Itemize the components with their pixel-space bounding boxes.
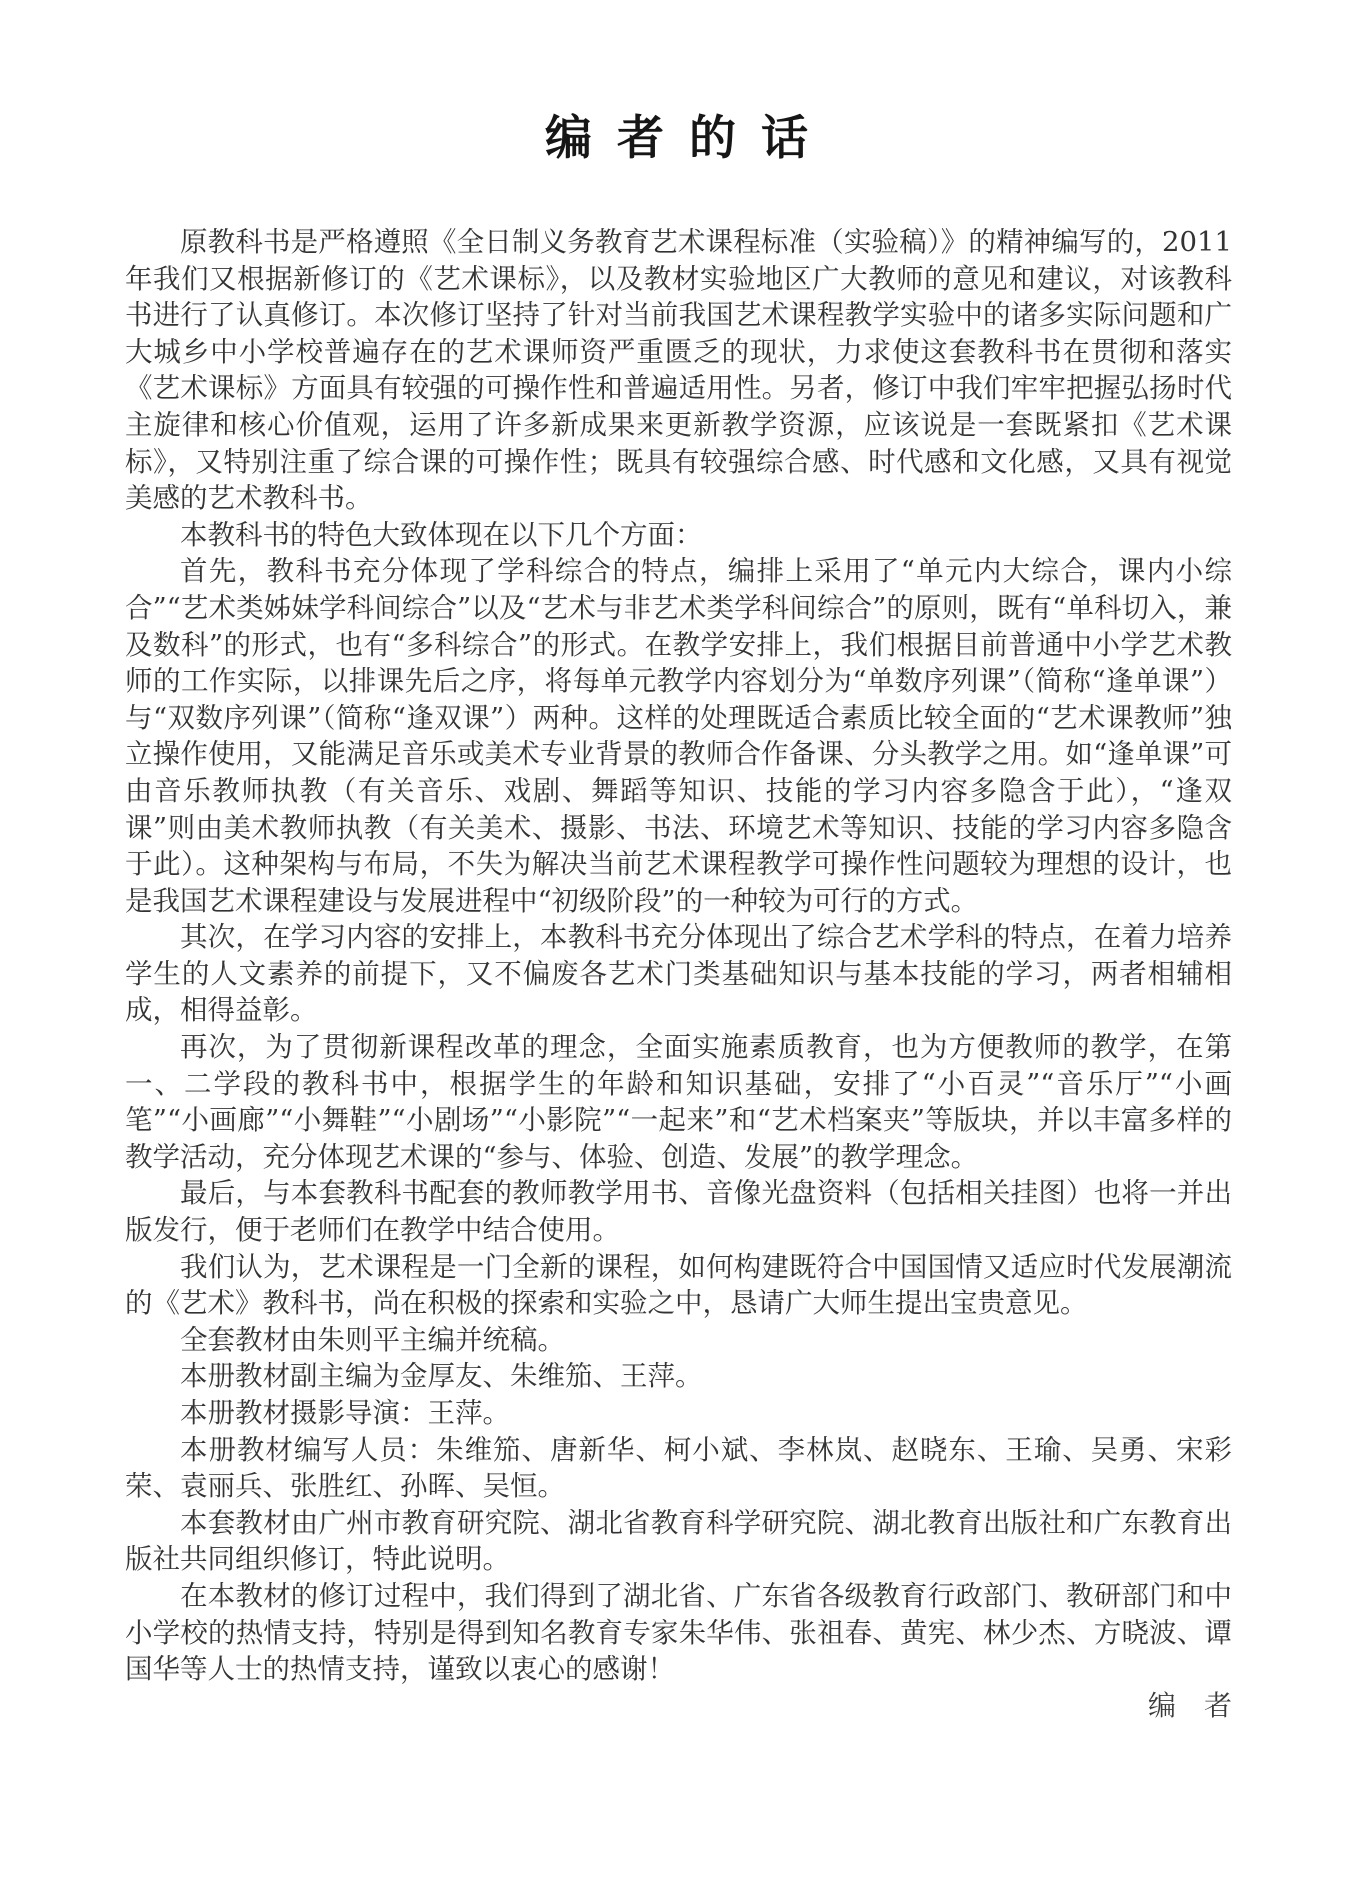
body-paragraph: 我们认为，艺术课程是一门全新的课程，如何构建既符合中国国情又适应时代发展潮流的《艺术》教科书，尚在积极的探索和实验之中，恳请广大师生提出宝贵意见。 bbox=[125, 1250, 1232, 1320]
body-paragraph: 首先，教科书充分体现了学科综合的特点，编排上采用了“单元内大综合，课内小综合”“艺术类姊妹学科间综合”以及“艺术与非艺术类学科间综合”的原则，既有“单科切入，兼及数科”的形式，也有“多科综合”的形式。在教学安排上，我们根据目前普通中小学艺术教师的工作实际，以排课先后之序，将每单元教学内容划分为“单数序列课”（简称“逢单课”）与“双数序列课”（简称“逢双课”）两种。这样的处理既适合素质比较全面的“艺术课教师”独立操作使用，又能满足音乐或美术专业背景的教师合作备课、分头教学之用。如“逢单课”可由音乐教师执教（有关音乐、戏剧、舞蹈等知识、技能的学习内容多隐含于此），“逢双课”则由美术教师执教（有关美术、摄影、书法、环境艺术等知识、技能的学习内容多隐含于此）。这种架构与布局，不失为解决当前艺术课程教学可操作性问题较为理想的设计，也是我国艺术课程建设与发展进程中“初级阶段”的一种较为可行的方式。 bbox=[125, 555, 1232, 917]
body-paragraph: 再次，为了贯彻新课程改革的理念，全面实施素质教育，也为方便教师的教学，在第一、二学段的教科书中，根据学生的年龄和知识基础，安排了“小百灵”“音乐厅”“小画笔”“小画廊”“小舞鞋”“小剧场”“小影院”“一起来”和“艺术档案夹”等版块，并以丰富多样的教学活动，充分体现艺术课的“参与、体验、创造、发展”的教学理念。 bbox=[125, 1031, 1232, 1173]
body-paragraph: 本册教材副主编为金厚友、朱维笳、王萍。 bbox=[180, 1360, 703, 1393]
body-paragraph: 本册教材编写人员：朱维笳、唐新华、柯小斌、李林岚、赵晓东、王瑜、吴勇、宋彩荣、袁丽兵、张胜红、孙晖、吴恒。 bbox=[125, 1433, 1232, 1503]
editor-signature: 编 者 bbox=[1147, 1688, 1232, 1722]
body-paragraph: 本教科书的特色大致体现在以下几个方面： bbox=[180, 518, 703, 551]
page-title: 编者的话 bbox=[545, 111, 833, 166]
body-paragraph: 全套教材由朱则平主编并统稿。 bbox=[180, 1323, 565, 1356]
body-paragraph: 最后，与本套教科书配套的教师教学用书、音像光盘资料（包括相关挂图）也将一并出版发行，便于老师们在教学中结合使用。 bbox=[125, 1177, 1232, 1247]
editor-note-body bbox=[125, 224, 1232, 1724]
body-paragraph: 原教科书是严格遵照《全日制义务教育艺术课程标准（实验稿）》的精神编写的，2011年我们又根据新修订的《艺术课标》，以及教材实验地区广大教师的意见和建议，对该教科书进行了认真修订。本次修订坚持了针对当前我国艺术课程教学实验中的诸多实际问题和广大城乡中小学校普遍存在的艺术课师资严重匮乏的现状，力求使这套教科书在贯彻和落实《艺术课标》方面具有较强的可操作性和普遍适用性。另者，修订中我们牢牢把握弘扬时代主旋律和核心价值观，运用了许多新成果来更新教学资源，应该说是一套既紧扣《艺术课标》，又特别注重了综合课的可操作性；既具有较强综合感、时代感和文化感，又具有视觉美感的艺术教科书。 bbox=[125, 226, 1232, 515]
body-paragraph: 其次，在学习内容的安排上，本教科书充分体现出了综合艺术学科的特点，在着力培养学生的人文素养的前提下，又不偏废各艺术门类基础知识与基本技能的学习，两者相辅相成，相得益彰。 bbox=[125, 921, 1232, 1027]
body-paragraph: 本册教材摄影导演：王萍。 bbox=[180, 1397, 510, 1429]
body-paragraph: 在本教材的修订过程中，我们得到了湖北省、广东省各级教育行政部门、教研部门和中小学校的热情支持，特别是得到知名教育专家朱华伟、张祖春、黄宪、林少杰、方晓波、谭国华等人士的热情支持，谨致以衷心的感谢！ bbox=[125, 1579, 1232, 1686]
body-paragraph: 本套教材由广州市教育研究院、湖北省教育科学研究院、湖北教育出版社和广东教育出版社共同组织修订，特此说明。 bbox=[125, 1506, 1232, 1576]
